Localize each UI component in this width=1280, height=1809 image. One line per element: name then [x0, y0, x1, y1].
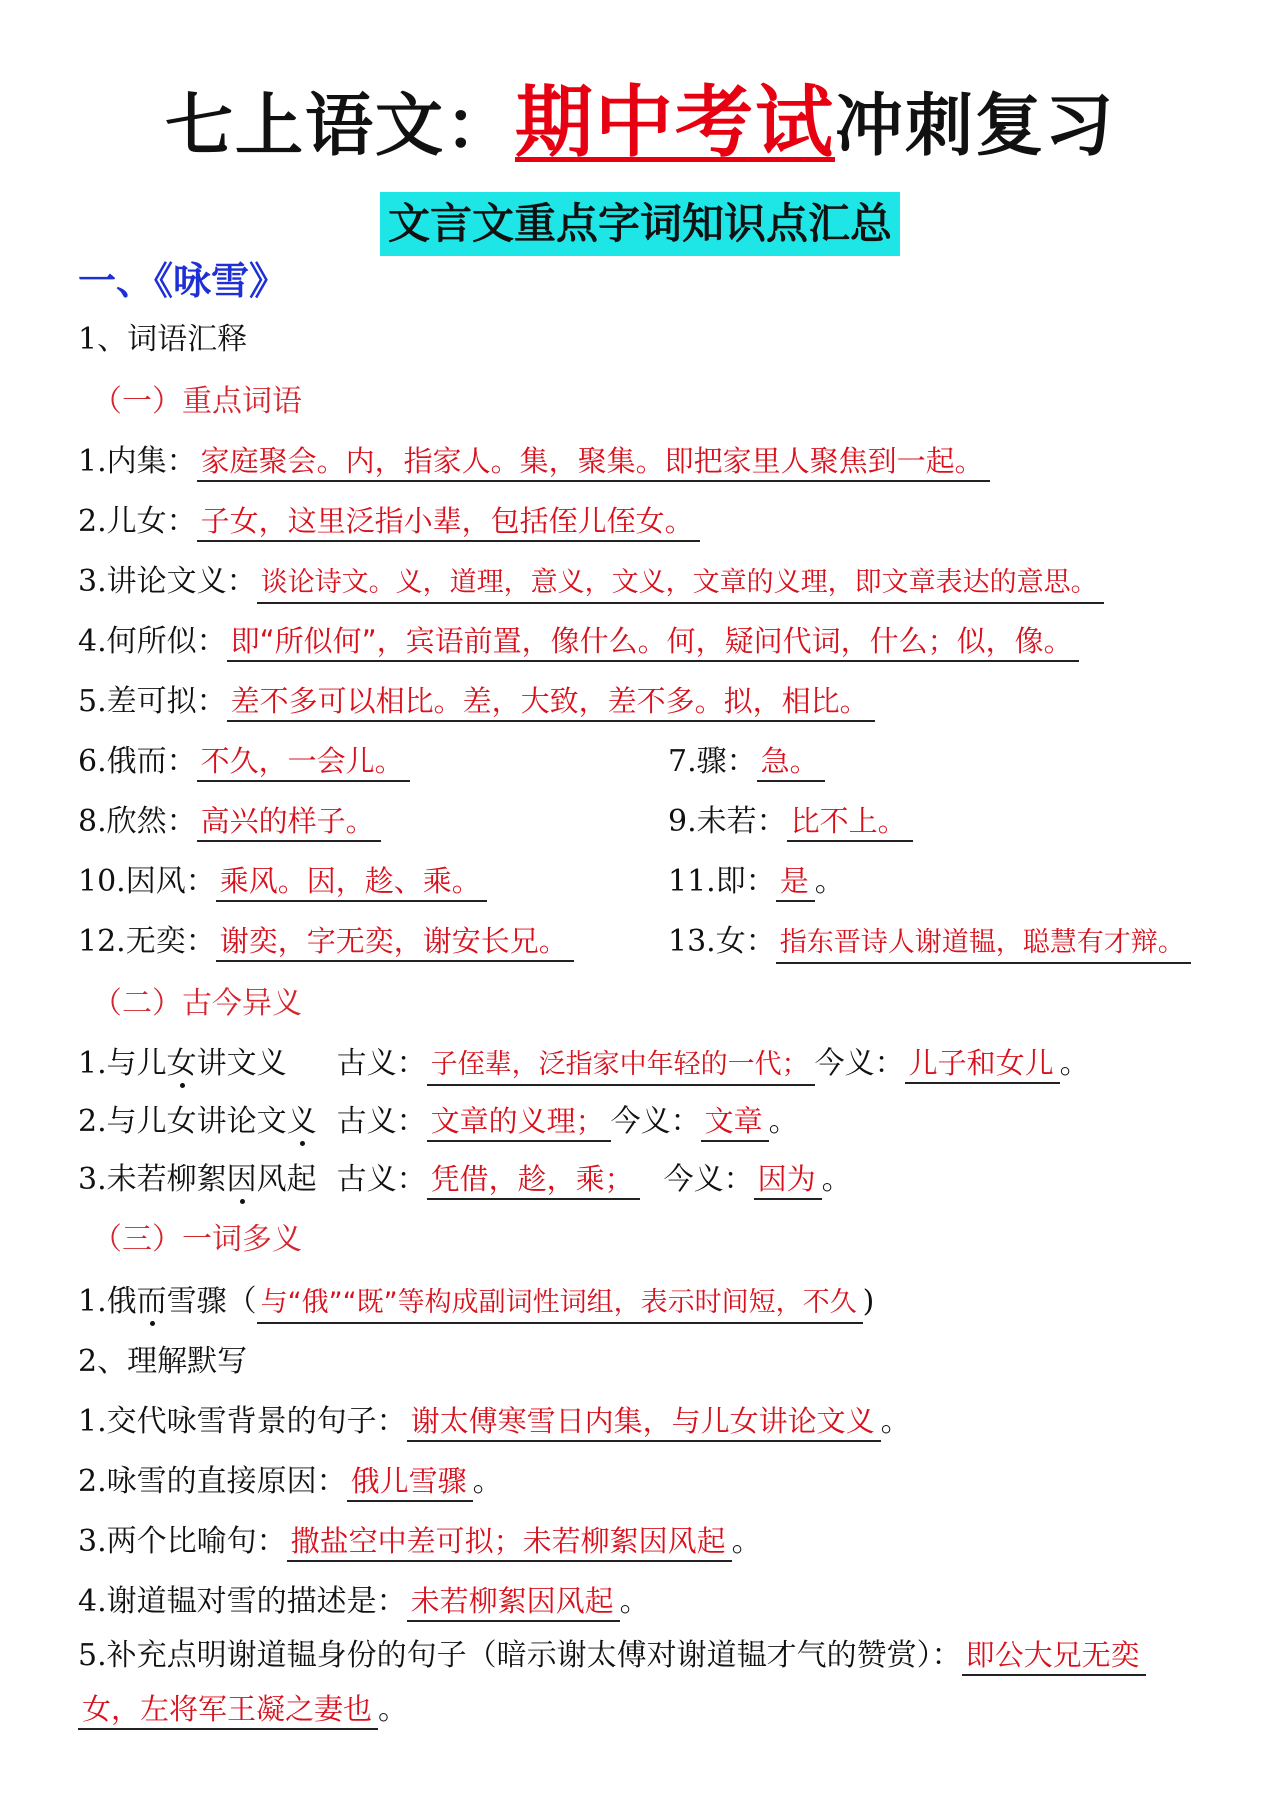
gujin-ancient-label: 古义： — [336, 1162, 427, 1197]
vocab-label: 6.俄而： — [78, 744, 197, 779]
gujin-item — [78, 1160, 852, 1200]
vocab-answer: 谈论诗文。义，道理，意义，文义，文章的义理，即文章表达的意思。 — [257, 564, 1104, 604]
vocab-label: 7.骤： — [668, 744, 757, 779]
vocab-item — [78, 682, 875, 722]
polysemy-item — [78, 1282, 874, 1324]
dictation-answer: 谢太傅寒雪日内集，与儿女讲论文义 — [407, 1402, 881, 1442]
gujin-ancient-label: 古义： — [336, 1104, 427, 1139]
dictation-answer-continued: 女，左将军王凝之妻也 — [78, 1690, 378, 1730]
vocab-answer: 家庭聚会。内，指家人。集，聚集。即把家里人聚焦到一起。 — [197, 442, 990, 482]
gujin-sentence: 1.与儿 — [78, 1046, 167, 1081]
gujin-key-char: 因 — [227, 1160, 257, 1200]
vocab-answer: 即“所似何”，宾语前置，像什么。何，疑问代词，什么；似，像。 — [227, 622, 1079, 662]
dictation-item — [78, 1582, 650, 1622]
gujin-modern-answer: 儿子和女儿 — [905, 1044, 1060, 1084]
gujin-ancient-answer: 子侄辈，泛指家中年轻的一代； — [427, 1046, 815, 1086]
vocab-answer: 子女，这里泛指小辈，包括侄儿侄女。 — [197, 502, 700, 542]
vocab-item — [78, 562, 1104, 604]
title-suffix: 冲刺复习 — [835, 86, 1116, 166]
dictation-item — [78, 1462, 503, 1502]
dictation-item — [78, 1402, 911, 1442]
vocab-label: 13.女： — [668, 924, 776, 959]
dictation-item-continued — [78, 1690, 408, 1730]
vocab-label: 12.无奕： — [78, 924, 216, 959]
vocab-answer: 是 — [776, 862, 815, 902]
vocab-item — [78, 502, 700, 542]
vocab-item — [668, 862, 845, 902]
gujin-modern-label: 今义： — [610, 1104, 701, 1139]
vocab-answer: 高兴的样子。 — [197, 802, 381, 842]
vocab-label: 1.内集： — [78, 444, 197, 479]
dictation-item — [78, 1636, 1146, 1676]
vocab-item — [78, 742, 410, 782]
vocab-item — [78, 922, 574, 962]
gujin-key-char: 义 — [287, 1102, 317, 1142]
gujin-modern-answer: 因为 — [754, 1160, 822, 1200]
dictation-label: 1.交代咏雪背景的句子： — [78, 1404, 407, 1439]
vocab-label: 10.因风： — [78, 864, 216, 899]
vocab-answer: 比不上。 — [787, 802, 913, 842]
gujin-ancient-answer: 凭借，趁，乘； — [427, 1160, 640, 1200]
gujin-modern-label: 今义： — [663, 1162, 754, 1197]
title-highlight: 期中考试 — [514, 77, 835, 168]
vocab-label: 8.欣然： — [78, 804, 197, 839]
gujin-item — [78, 1044, 1090, 1086]
dictation-tail: 。 — [880, 1404, 911, 1439]
vocab-label: 2.儿女： — [78, 504, 197, 539]
dictation-item — [78, 1522, 762, 1562]
vocab-item — [78, 442, 990, 482]
vocab-answer: 乘风。因，趁、乘。 — [216, 862, 487, 902]
gujin-key-char: 女 — [167, 1044, 197, 1084]
gujin-sentence: 2.与儿女讲论文 — [78, 1104, 287, 1139]
vocab-item — [668, 802, 913, 842]
vocab-item — [668, 742, 825, 782]
vocab-item — [78, 862, 487, 902]
sub-heading-key-words: （一）重点词语 — [92, 384, 302, 419]
gujin-tail: 。 — [768, 1104, 799, 1139]
polysemy-answer: 与“俄”“既”等构成副词性词组，表示时间短，不久 — [257, 1284, 863, 1324]
polysemy-sentence: 1.俄 — [78, 1284, 137, 1319]
gujin-tail: 。 — [821, 1162, 852, 1197]
dictation-tail: 。 — [731, 1524, 762, 1559]
part-heading-dictation: 2、理解默写 — [78, 1344, 248, 1379]
dictation-label: 3.两个比喻句： — [78, 1524, 287, 1559]
main-title — [0, 78, 1280, 171]
dictation-answer: 俄儿雪骤 — [347, 1462, 473, 1502]
sub-heading-polysemy: （三）一词多义 — [92, 1222, 302, 1257]
vocab-item — [78, 622, 1079, 662]
vocab-answer: 指东晋诗人谢道韫，聪慧有才辩。 — [776, 924, 1191, 964]
gujin-sentence-rest: 风起 — [256, 1162, 317, 1197]
dictation-label: 4.谢道韫对雪的描述是： — [78, 1584, 407, 1619]
part-heading-vocab: 1、词语汇释 — [78, 322, 248, 357]
vocab-label: 11.即： — [668, 864, 776, 899]
vocab-tail: 。 — [814, 864, 845, 899]
dictation-tail: 。 — [472, 1464, 503, 1499]
dictation-answer: 未若柳絮因风起 — [407, 1582, 620, 1622]
gujin-sentence-rest: 讲文义 — [196, 1046, 287, 1081]
vocab-answer: 急。 — [757, 742, 825, 782]
vocab-label: 4.何所似： — [78, 624, 227, 659]
vocab-label: 5.差可拟： — [78, 684, 227, 719]
gujin-modern-label: 今义： — [814, 1046, 905, 1081]
gujin-ancient-label: 古义： — [336, 1046, 427, 1081]
vocab-item — [78, 802, 381, 842]
vocab-label: 3.讲论文义： — [78, 564, 257, 599]
vocab-answer: 不久，一会儿。 — [197, 742, 410, 782]
gujin-tail: 。 — [1059, 1046, 1090, 1081]
section-title: 一、《咏雪》 — [78, 258, 288, 303]
dictation-label: 2.咏雪的直接原因： — [78, 1464, 347, 1499]
dictation-tail: 。 — [378, 1692, 409, 1727]
title-prefix: 七上语文： — [164, 86, 515, 166]
polysemy-sentence-rest: 雪骤（ — [166, 1284, 257, 1319]
gujin-modern-answer: 文章 — [701, 1102, 769, 1142]
gujin-item — [78, 1102, 799, 1142]
dictation-answer: 撒盐空中差可拟；未若柳絮因风起 — [287, 1522, 732, 1562]
vocab-item — [668, 922, 1191, 964]
dictation-tail: 。 — [619, 1584, 650, 1619]
polysemy-key-char: 而 — [137, 1282, 167, 1322]
sub-heading-ancient-modern: （二）古今异义 — [92, 986, 302, 1021]
polysemy-tail: ) — [862, 1284, 875, 1319]
gujin-sentence: 3.未若柳絮 — [78, 1162, 227, 1197]
vocab-answer: 差不多可以相比。差，大致，差不多。拟，相比。 — [227, 682, 875, 722]
dictation-answer: 即公大兄无奕 — [962, 1636, 1146, 1676]
vocab-answer: 谢奕，字无奕，谢安长兄。 — [216, 922, 574, 962]
dictation-label: 5.补充点明谢道韫身份的句子（暗示谢太傅对谢道韫才气的赞赏）： — [78, 1638, 962, 1673]
vocab-label: 9.未若： — [668, 804, 787, 839]
subtitle-banner: 文言文重点字词知识点汇总 — [380, 192, 900, 256]
gujin-ancient-answer: 文章的义理； — [427, 1102, 611, 1142]
